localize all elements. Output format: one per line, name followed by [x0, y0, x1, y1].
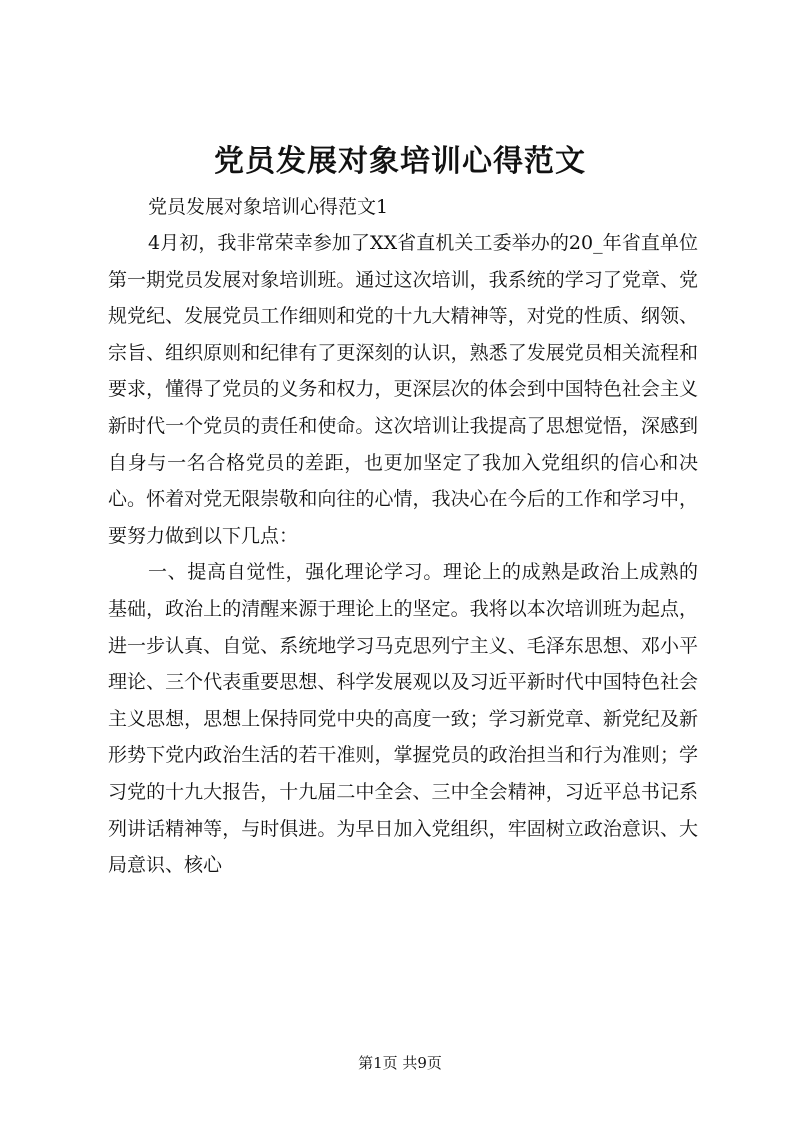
document-subtitle: 党员发展对象培训心得范文1: [148, 196, 389, 218]
page-footer: 第1页 共9页: [358, 1054, 442, 1072]
paragraph-point-one: 一、提高自觉性，强化理论学习。理论上的成熟是政治上成熟的基础，政治上的清醒来源于理论上的坚定。我将以本次培训班为起点，进一步认真、自觉、系统地学习马克思列宁主义、毛泽东思想、邓小平理论、三个代表重要思想、科学发展观以及习近平新时代中国特色社会主义思想，思想上保持同党中央的高度一致；学习新党章、新党纪及新形势下党内政治生活的若干准则，掌握党员的政治担当和行为准则；学习党的十九大报告，十九届二中全会、三中全会精神，习近平总书记系列讲话精神等，与时俱进。为早日加入党组织，牢固树立政治意识、大局意识、核心: [108, 561, 698, 877]
document-body: [108, 189, 698, 884]
document-title: 党员发展对象培训心得范文: [214, 144, 586, 179]
paragraph-intro: 4月初，我非常荣幸参加了XX省直机关工委举办的20_年省直单位第一期党员发展对象培训班。通过这次培训，我系统的学习了党章、党规党纪、发展党员工作细则和党的十九大精神等，对党的性质、纲领、宗旨、组织原则和纪律有了更深刻的认识，熟悉了发展党员相关流程和要求，懂得了党员的义务和权力，更深层次的体会到中国特色社会主义新时代一个党员的责任和使命。这次培训让我提高了思想觉悟，深感到自身与一名合格党员的差距，也更加坚定了我加入党组织的信心和决心。怀着对党无限崇敬和向往的心情，我决心在今后的工作和学习中，要努力做到以下几点：: [108, 232, 698, 547]
